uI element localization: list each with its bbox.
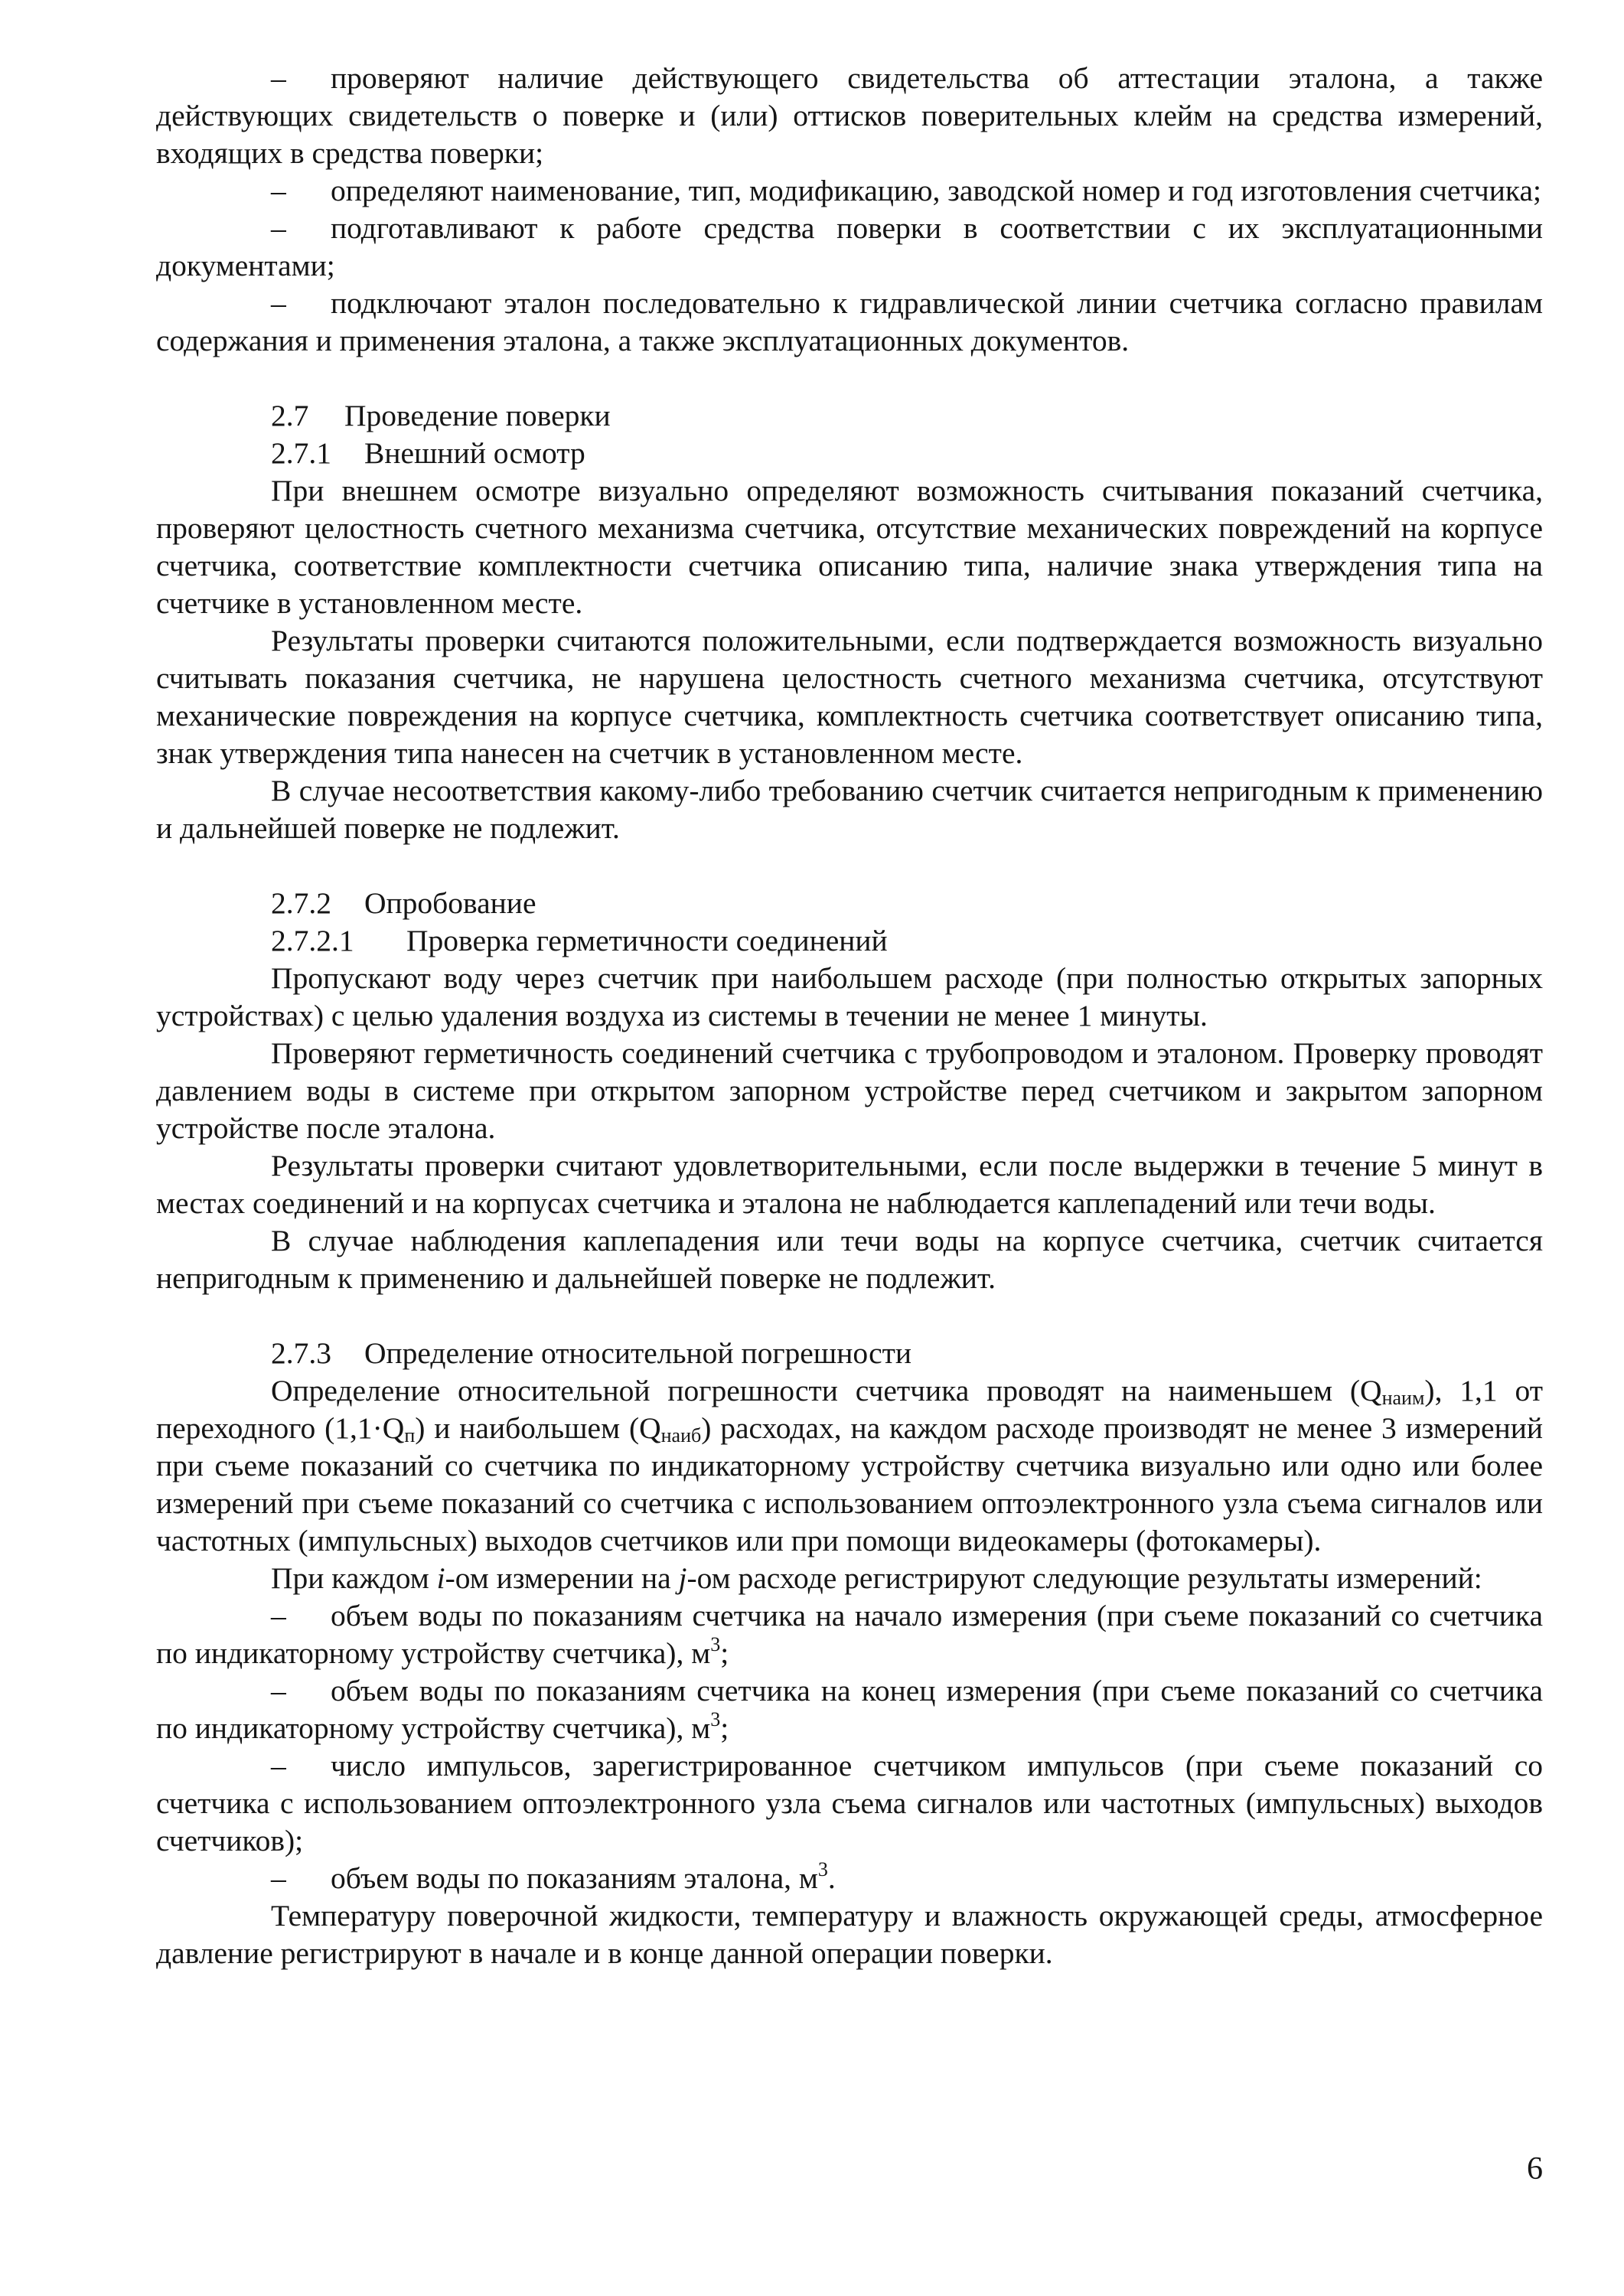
paragraph-flow-rates: Определение относительной погрешности счетчика проводят на наименьшем $(Q_{наим})$, 1,1 от переходного $(1,1\cdot Q_п)$ и наибольшем $(Q_{наиб})$ расходах, на каждом расходе производят не менее 3 измерений при съеме показаний со счетчика по индикаторному устройству счетчика визуально или одно или более измерений при съеме показаний со счетчика с использованием оптоэлектронного узла съема сигналов или частотных (импульсных) выходов счетчиков или при помощи видеокамеры (фотокамеры). xyxy=(156,1374,1544,1557)
list-item xyxy=(156,60,1543,172)
paragraph-measurements: При каждом i-ом измерении на j-ом расходе регистрируют следующие результаты измерений: xyxy=(271,1561,1482,1595)
italic-j: j xyxy=(678,1561,687,1595)
section-heading-2-7-1 xyxy=(156,435,1543,472)
list-item-text: объем воды по показаниям счетчика на конец измерения (при съеме показаний со счетчика по индикаторному устройству счетчика), м xyxy=(156,1674,1543,1745)
subscript-transition: п xyxy=(404,1424,416,1446)
section-heading-2-7-2 xyxy=(156,885,1543,922)
dash-bullet: – xyxy=(271,286,286,320)
section-number: 2.7.3 xyxy=(271,1336,331,1370)
italic-i: i xyxy=(436,1561,445,1595)
list-item xyxy=(156,1747,1543,1860)
page-number: 6 xyxy=(1527,2151,1543,2187)
list-item-text: число импульсов, зарегистрированное счетчиком импульсов (при съеме показаний со счетчика с использованием оптоэлектронного узла съема сигналов или частотных (импульсных) выходов счетчиков); xyxy=(156,1749,1543,1857)
superscript: 3 xyxy=(710,1708,721,1730)
list-item: – объем воды по показаниям эталона, $м^3$. xyxy=(156,1860,1543,1897)
section-heading-2-7-2-1 xyxy=(156,922,1543,960)
section-title: Внешний осмотр xyxy=(364,436,585,470)
subscript-max: наиб xyxy=(660,1424,702,1446)
paragraph: Результаты проверки считают удовлетворительными, если после выдержки в течение 5 минут в местах соединений и на корпусах счетчика и эталона не наблюдается каплепадений или течи воды. xyxy=(156,1149,1543,1220)
paragraph: В случае наблюдения каплепадения или течи воды на корпусе счетчика, счетчик считается непригодным к применению и дальнейшей поверке не подлежит. xyxy=(156,1224,1543,1295)
paragraph: При внешнем осмотре визуально определяют возможность считывания показаний счетчика, проверяют целостность счетного механизма счетчика, отсутствие механических повреждений на корпусе счетчика, соответствие комплектности счетчика описанию типа, наличие знака утверждения типа на счетчике в установленном месте. xyxy=(156,474,1543,620)
dash-bullet: – xyxy=(271,1674,286,1707)
section-title: Проверка герметичности соединений xyxy=(406,924,888,957)
list-item-text: определяют наименование, тип, модификацию, заводской номер и год изготовления счетчика; xyxy=(331,174,1541,207)
list-item xyxy=(156,285,1543,360)
dash-bullet: – xyxy=(271,61,286,95)
section-number: 2.7.1 xyxy=(271,436,331,470)
list-item xyxy=(156,172,1543,210)
document-page xyxy=(156,60,1543,1972)
dash-bullet: – xyxy=(271,174,286,207)
dash-bullet: – xyxy=(271,1749,286,1782)
dash-bullet: – xyxy=(271,1861,286,1895)
paragraph: Температуру поверочной жидкости, температуру и влажность окружающей среды, атмосферное давление регистрируют в начале и в конце данной операции поверки. xyxy=(156,1899,1543,1970)
section-title: Проведение поверки xyxy=(344,399,611,432)
paragraph: В случае несоответствия какому-либо требованию счетчик считается непригодным к применению и дальнейшей поверке не подлежит. xyxy=(156,774,1543,845)
list-item-text: проверяют наличие действующего свидетельства об аттестации эталона, а также действующих свидетельств о поверке и (или) оттисков поверительных клейм на средства измерений, входящих в средства поверки; xyxy=(156,61,1543,170)
section-number: 2.7.2 xyxy=(271,886,331,920)
section-number: 2.7 xyxy=(271,399,309,432)
dash-bullet: – xyxy=(271,1599,286,1632)
list-item-text: объем воды по показаниям эталона, м xyxy=(331,1861,818,1895)
paragraph: Результаты проверки считаются положительными, если подтверждается возможность визуально считывать показания счетчика, не нарушена целостность счетного механизма счетчика, отсутствуют механические повреждения на корпусе счетчика, комплектность счетчика соответствует описанию типа, знак утверждения типа нанесен на счетчик в установленном месте. xyxy=(156,624,1543,770)
dash-bullet: – xyxy=(271,211,286,245)
section-title: Определение относительной погрешности xyxy=(364,1336,912,1370)
superscript: 3 xyxy=(710,1633,721,1655)
paragraph: Пропускают воду через счетчик при наибольшем расходе (при полностью открытых запорных устройствах) с целью удаления воздуха из системы в течении не менее 1 минуты. xyxy=(156,961,1543,1032)
superscript: 3 xyxy=(817,1858,828,1880)
list-item xyxy=(156,210,1543,285)
list-item: – объем воды по показаниям счетчика на конец измерения (при съеме показаний со счетчика по индикаторному устройству счетчика), $м^3$; xyxy=(156,1674,1543,1745)
subscript-min: наим xyxy=(1381,1387,1425,1409)
section-heading-2-7-3 xyxy=(156,1335,1543,1372)
section-number: 2.7.2.1 xyxy=(271,924,354,957)
paragraph: Проверяют герметичность соединений счетчика с трубопроводом и эталоном. Проверку проводят давлением воды в системе при открытом запорном устройстве перед счетчиком и закрытом запорном устройстве после эталона. xyxy=(156,1036,1543,1145)
section-heading-2-7 xyxy=(156,397,1543,435)
section-title: Опробование xyxy=(364,886,536,920)
list-item: – объем воды по показаниям счетчика на начало измерения (при съеме показаний со счетчика по индикаторному устройству счетчика), $м^3$; xyxy=(156,1599,1543,1670)
list-item-text: объем воды по показаниям счетчика на начало измерения (при съеме показаний со счетчика по индикаторному устройству счетчика), м xyxy=(156,1599,1543,1670)
list-item-text: подключают эталон последовательно к гидравлической линии счетчика согласно правилам содержания и применения эталона, а также эксплуатационных документов. xyxy=(156,286,1543,357)
list-item-text: подготавливают к работе средства поверки в соответствии с их эксплуатационными документами; xyxy=(156,211,1543,282)
